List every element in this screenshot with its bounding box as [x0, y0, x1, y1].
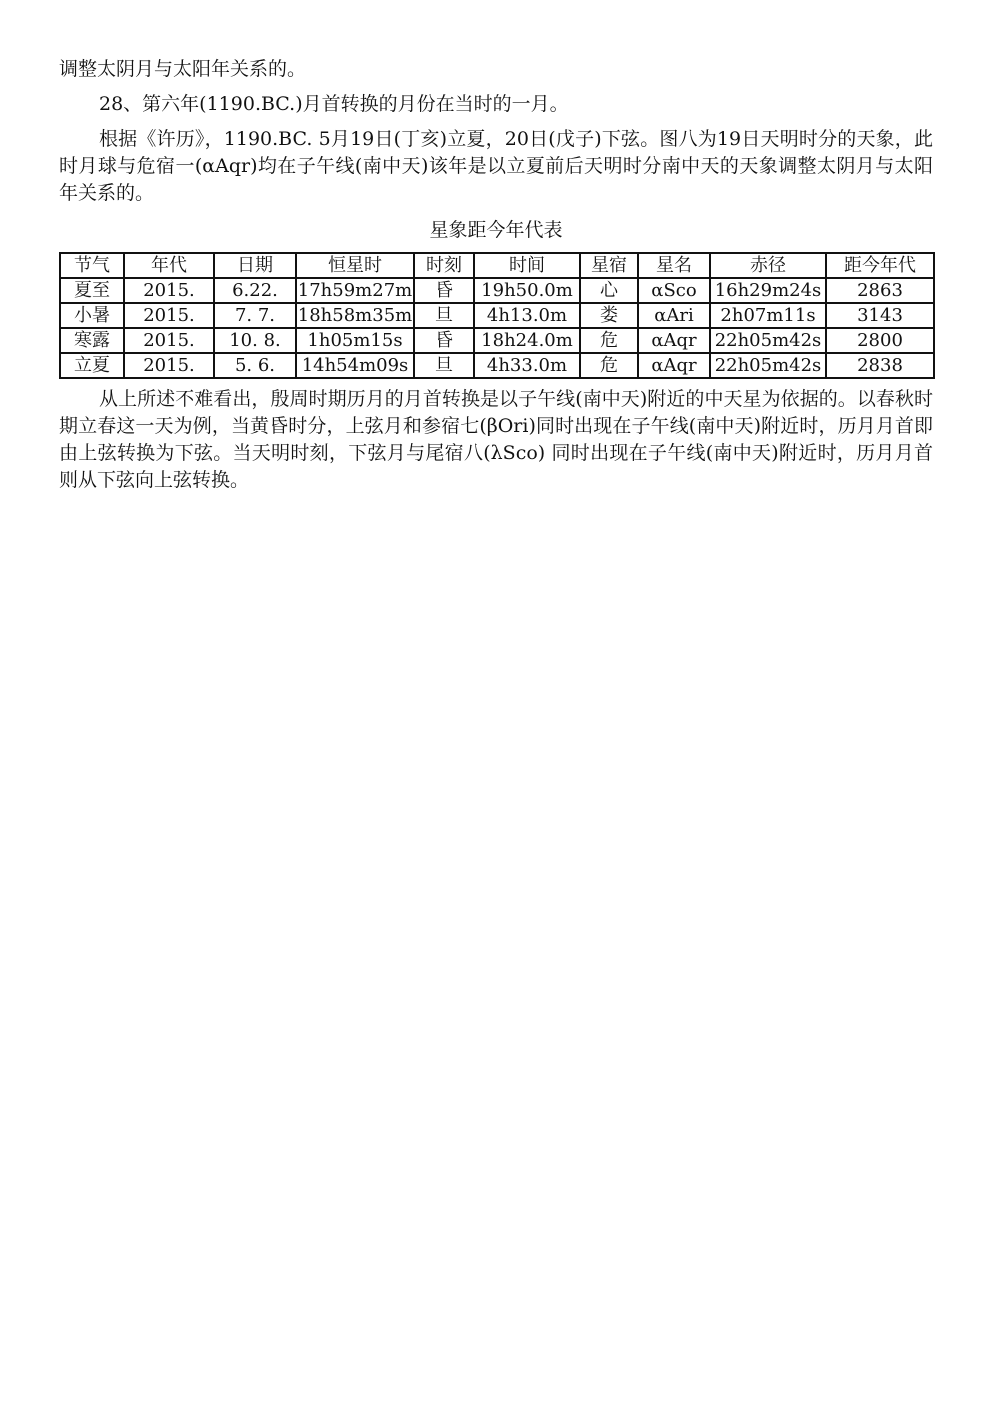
table-cell: 2863: [826, 278, 934, 303]
table-header-row: [60, 253, 934, 278]
table-cell: 2800: [826, 328, 934, 353]
table-cell: 立夏: [60, 353, 124, 378]
table-cell: 14h54m09s: [296, 353, 414, 378]
table-cell: 娄: [580, 303, 638, 328]
table-cell: 2015.: [124, 353, 214, 378]
table-cell: 22h05m42s: [710, 353, 826, 378]
table-cell: 3143: [826, 303, 934, 328]
table-row: [60, 278, 934, 303]
table-cell: 旦: [414, 353, 474, 378]
table-cell: 夏至: [60, 278, 124, 303]
table-cell: 小暑: [60, 303, 124, 328]
table-cell: 2h07m11s: [710, 303, 826, 328]
table-cell: 旦: [414, 303, 474, 328]
table-cell: αSco: [638, 278, 710, 303]
table-cell: 1h05m15s: [296, 328, 414, 353]
table-cell: 寒露: [60, 328, 124, 353]
column-header-star-name: 星名: [638, 253, 710, 278]
table-cell: αAri: [638, 303, 710, 328]
table-cell: 18h24.0m: [474, 328, 580, 353]
column-header-solar-term: 节气: [60, 253, 124, 278]
table-cell: 昏: [414, 278, 474, 303]
table-cell: 16h29m24s: [710, 278, 826, 303]
table-cell: 4h13.0m: [474, 303, 580, 328]
table-row: [60, 303, 934, 328]
table-caption: 星象距今年代表: [429, 219, 563, 241]
table-cell: αAqr: [638, 353, 710, 378]
column-header-right-ascension: 赤径: [710, 253, 826, 278]
table-cell: 19h50.0m: [474, 278, 580, 303]
column-header-sidereal-time: 恒星时: [296, 253, 414, 278]
table-cell: 18h58m35m: [297, 305, 413, 326]
paragraph-item-28: 28、第六年(1190.BC.)月首转换的月份在当时的一月。: [99, 93, 569, 115]
column-header-years-ago: 距今年代: [826, 253, 934, 278]
column-header-lunar-mansion: 星宿: [580, 253, 638, 278]
table-cell: 2015.: [124, 303, 214, 328]
table-cell: 22h05m42s: [710, 328, 826, 353]
column-header-date: 日期: [214, 253, 296, 278]
paragraph-continuation: 调整太阴月与太阳年关系的。: [59, 58, 307, 80]
paragraph-conclusion: 从上所述不难看出，殷周时期历月的月首转换是以子午线(南中天)附近的中天星为依据的。以春秋时期立春这一天为例，当黄昏时分，上弦月和参宿七(βOri)同时出现在子午线(南中天)附近时，历月月首即由上弦转换为下弦。当天明时刻，下弦月与尾宿八(λSco) 同时出现在子午线(南中天)附近时，历月月首则从下弦向上弦转换。: [59, 388, 933, 491]
paragraph-xuli-analysis: 根据《许历》，1190.BC. 5月19日(丁亥)立夏，20日(戊子)下弦。图八为19日天明时分的天象，此时月球与危宿一(αAqr)均在子午线(南中天)该年是以立夏前后天明时分南中天的天象调整太阴月与太阳年关系的。: [59, 128, 933, 204]
table-cell: 5. 6.: [214, 353, 296, 378]
table-cell: 7. 7.: [214, 303, 296, 328]
table-cell: 10. 8.: [214, 328, 296, 353]
table-cell: 17h59m27m: [297, 280, 413, 301]
table-cell: 心: [580, 278, 638, 303]
column-header-time: 时间: [474, 253, 580, 278]
document-page: [59, 56, 933, 494]
column-header-year: 年代: [124, 253, 214, 278]
table-cell: 2015.: [124, 328, 214, 353]
column-header-moment: 时刻: [414, 253, 474, 278]
table-row: [60, 328, 934, 353]
table-cell: 2838: [826, 353, 934, 378]
table-row: [60, 353, 934, 378]
table-cell: 昏: [414, 328, 474, 353]
table-cell: αAqr: [638, 328, 710, 353]
table-cell: 危: [580, 328, 638, 353]
table-cell: 4h33.0m: [474, 353, 580, 378]
table-cell: 危: [580, 353, 638, 378]
star-age-table: [59, 252, 935, 379]
table-cell: 6.22.: [214, 278, 296, 303]
table-cell: 2015.: [124, 278, 214, 303]
